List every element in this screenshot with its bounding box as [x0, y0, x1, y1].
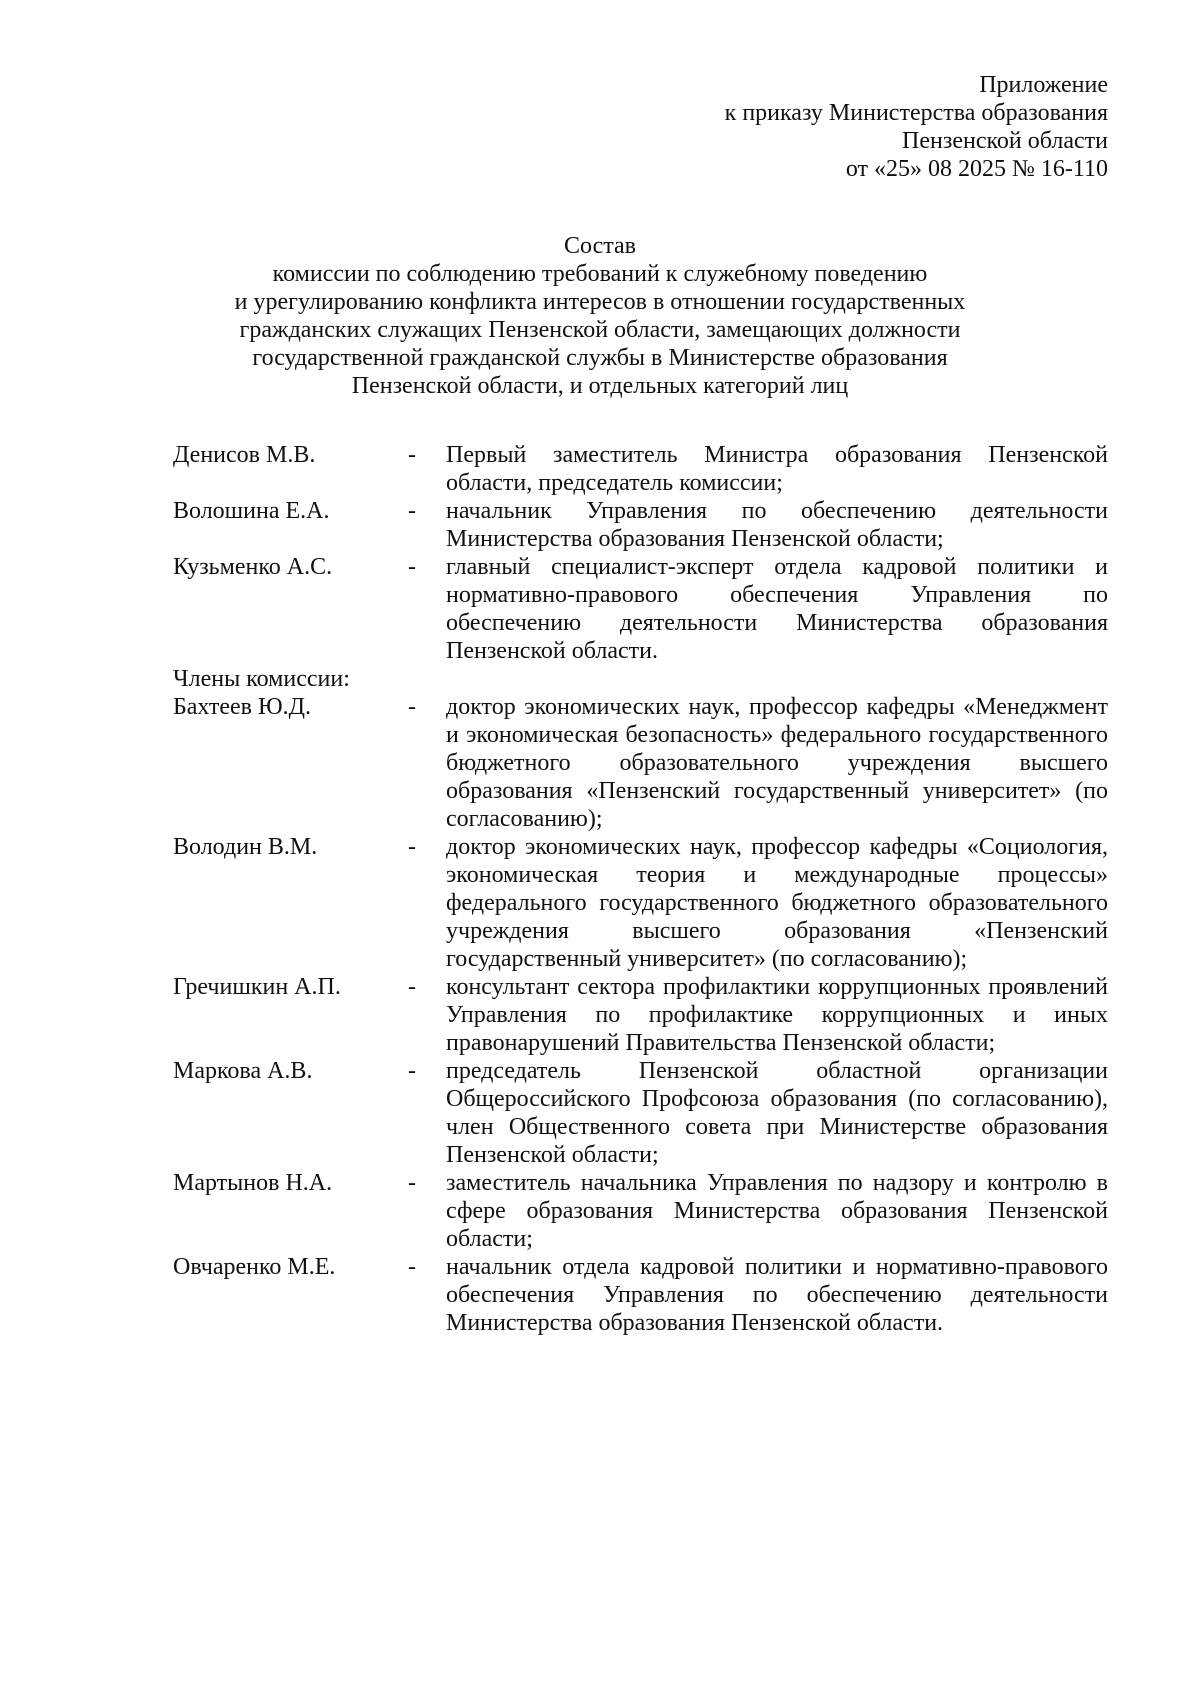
document-title — [120, 232, 1080, 400]
separator-dash: - — [408, 554, 416, 580]
member-role: доктор экономических наук, профессор кафедры «Менеджмент и экономическая безопасность» федерального государственного бюджетного образовательного учреждения высшего образования «Пензенский государственный университет» (по согласованию); — [446, 694, 1108, 832]
member-role: Первый заместитель Министра образования Пензенской области, председатель комиссии; — [446, 442, 1108, 496]
member-role: доктор экономических наук, профессор кафедры «Социология, экономическая теория и международные процессы» федерального государственного бюджетного образовательного учреждения высшего образования «Пензенский государственный университет» (по согласованию); — [446, 834, 1108, 972]
separator-dash: - — [408, 1254, 416, 1280]
separator-dash: - — [408, 442, 416, 468]
title-line: Состав — [563, 233, 637, 259]
list-item — [173, 833, 1108, 973]
separator-dash: - — [408, 1170, 416, 1196]
separator-dash: - — [408, 974, 416, 1000]
list-item — [173, 973, 1108, 1057]
member-name: Кузьменко А.С. — [173, 554, 333, 580]
member-role: заместитель начальника Управления по надзору и контролю в сфере образования Министерства образования Пензенской области; — [446, 1170, 1108, 1252]
list-item — [173, 1169, 1108, 1253]
member-role: начальник отдела кадровой политики и нормативно-правового обеспечения Управления по обеспечению деятельности Министерства образования Пензенской области. — [446, 1254, 1108, 1336]
title-line: комиссии по соблюдению требований к служебному поведению — [272, 261, 928, 287]
list-item — [173, 1057, 1108, 1169]
list-item — [173, 693, 1108, 833]
list-item — [173, 553, 1108, 665]
appendix-order-ref: к приказу Министерства образования — [724, 100, 1108, 126]
member-name: Бахтеев Ю.Д. — [173, 694, 311, 720]
appendix-region: Пензенской области — [902, 128, 1108, 154]
member-name: Гречишкин А.П. — [173, 974, 341, 1000]
members-section-label: Члены комиссии: — [173, 666, 350, 692]
member-role: начальник Управления по обеспечению деятельности Министерства образования Пензенской области; — [446, 498, 1108, 552]
member-role: председатель Пензенской областной организации Общероссийского Профсоюза образования (по согласованию), член Общественного совета при Министерстве образования Пензенской области; — [446, 1058, 1108, 1168]
list-item — [173, 497, 1108, 553]
list-item — [173, 441, 1108, 497]
list-item — [173, 1253, 1108, 1337]
commission-list — [173, 441, 1108, 1337]
member-name: Денисов М.В. — [173, 442, 316, 468]
member-name: Овчаренко М.Е. — [173, 1254, 336, 1280]
member-name: Мартынов Н.А. — [173, 1170, 333, 1196]
member-name: Маркова А.В. — [173, 1058, 313, 1084]
member-name: Володин В.М. — [173, 834, 318, 860]
separator-dash: - — [408, 694, 416, 720]
member-role: консультант сектора профилактики коррупционных проявлений Управления по профилактике коррупционных и иных правонарушений Правительства Пензенской области; — [446, 974, 1108, 1056]
title-line: Пензенской области, и отдельных категорий лиц — [351, 373, 849, 399]
title-line: гражданских служащих Пензенской области, замещающих должности — [239, 317, 961, 343]
separator-dash: - — [408, 834, 416, 860]
separator-dash: - — [408, 498, 416, 524]
separator-dash: - — [408, 1058, 416, 1084]
member-role: главный специалист-эксперт отдела кадровой политики и нормативно-правового обеспечения Управления по обеспечению деятельности Министерства образования Пензенской области. — [446, 554, 1108, 664]
appendix-title: Приложение — [979, 72, 1108, 98]
appendix-order-date-number: от «25» 08 2025 № 16-110 — [845, 156, 1108, 182]
appendix-header — [588, 71, 1108, 183]
title-line: государственной гражданской службы в Министерстве образования — [252, 345, 948, 371]
member-name: Волошина Е.А. — [173, 498, 330, 524]
title-line: и урегулированию конфликта интересов в отношении государственных — [234, 289, 966, 315]
